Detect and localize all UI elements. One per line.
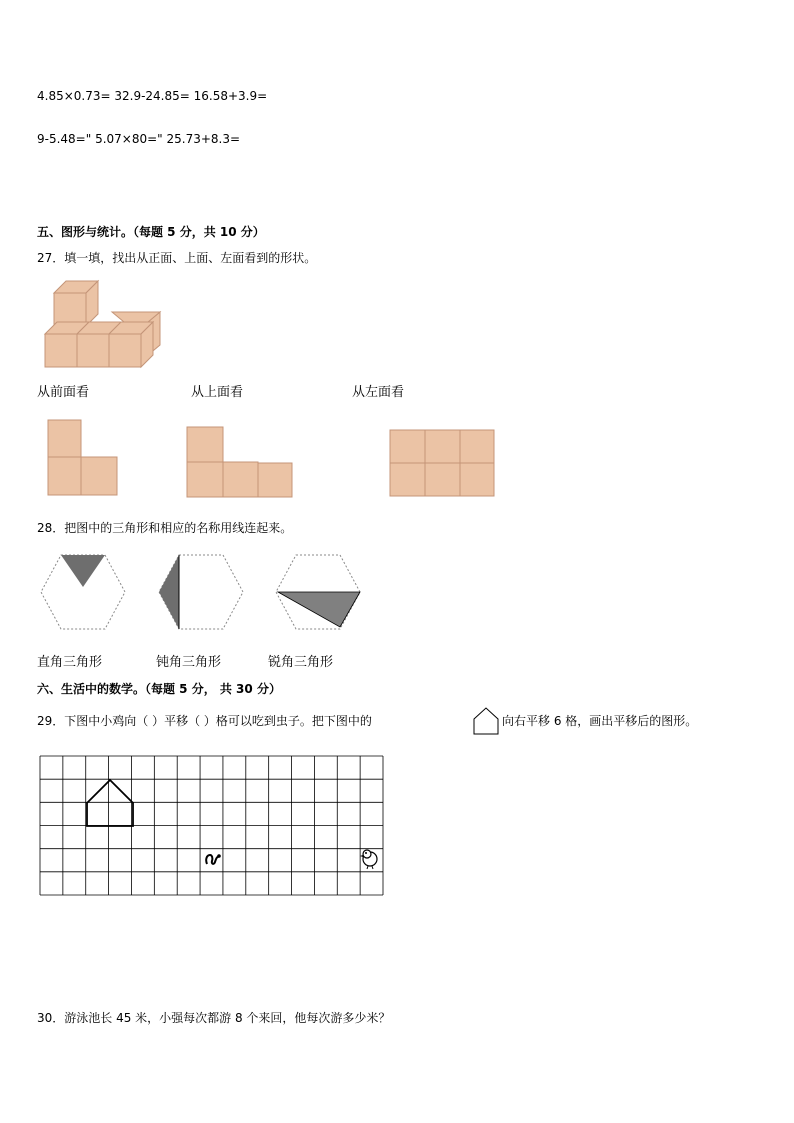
name-acute-triangle: 锐角三角形 (268, 655, 334, 670)
name-right-triangle: 直角三角形 (37, 655, 103, 670)
q27-prompt: 27．填一填，找出从正面、上面、左面看到的形状。 (37, 251, 317, 265)
hexagon-right-triangle (39, 553, 127, 631)
hexagon-obtuse-triangle (157, 553, 245, 631)
arith-line-2: 9-5.48=" 5.07×80=" 25.73+8.3= (37, 132, 241, 146)
house-icon (472, 706, 500, 736)
arith-line-1: 4.85×0.73= 32.9-24.85= 16.58+3.9= (37, 89, 268, 103)
view-label-top: 从上面看 (191, 385, 244, 400)
hexagon-acute-triangle (274, 553, 362, 631)
front-view-shape (47, 419, 119, 497)
q30-prompt: 30．游泳池长 45 米，小强每次都游 8 个来回，他每次游多少米？ (37, 1011, 391, 1025)
name-obtuse-triangle: 钝角三角形 (156, 655, 222, 670)
section-5-heading: 五、图形与统计。（每题 5 分，共 10 分） (37, 225, 265, 239)
q29-prompt-b: 向右平移 6 格，画出平移后的图形。 (502, 714, 698, 728)
q28-prompt: 28．把图中的三角形和相应的名称用线连起来。 (37, 521, 293, 535)
left-view-shape (389, 429, 496, 498)
top-view-shape (186, 426, 294, 498)
view-label-left: 从左面看 (352, 385, 405, 400)
cube-arrangement (40, 278, 170, 370)
q29-prompt-a: 29．下图中小鸡向（ ）平移（ ）格可以吃到虫子。把下图中的 (37, 714, 372, 728)
translation-grid (40, 756, 386, 898)
section-6-heading: 六、生活中的数学。（每题 5 分， 共 30 分） (37, 682, 281, 696)
bug-icon (206, 854, 221, 864)
house-shape-on-grid (87, 780, 133, 826)
view-label-front: 从前面看 (37, 385, 90, 400)
chick-icon (360, 850, 377, 869)
